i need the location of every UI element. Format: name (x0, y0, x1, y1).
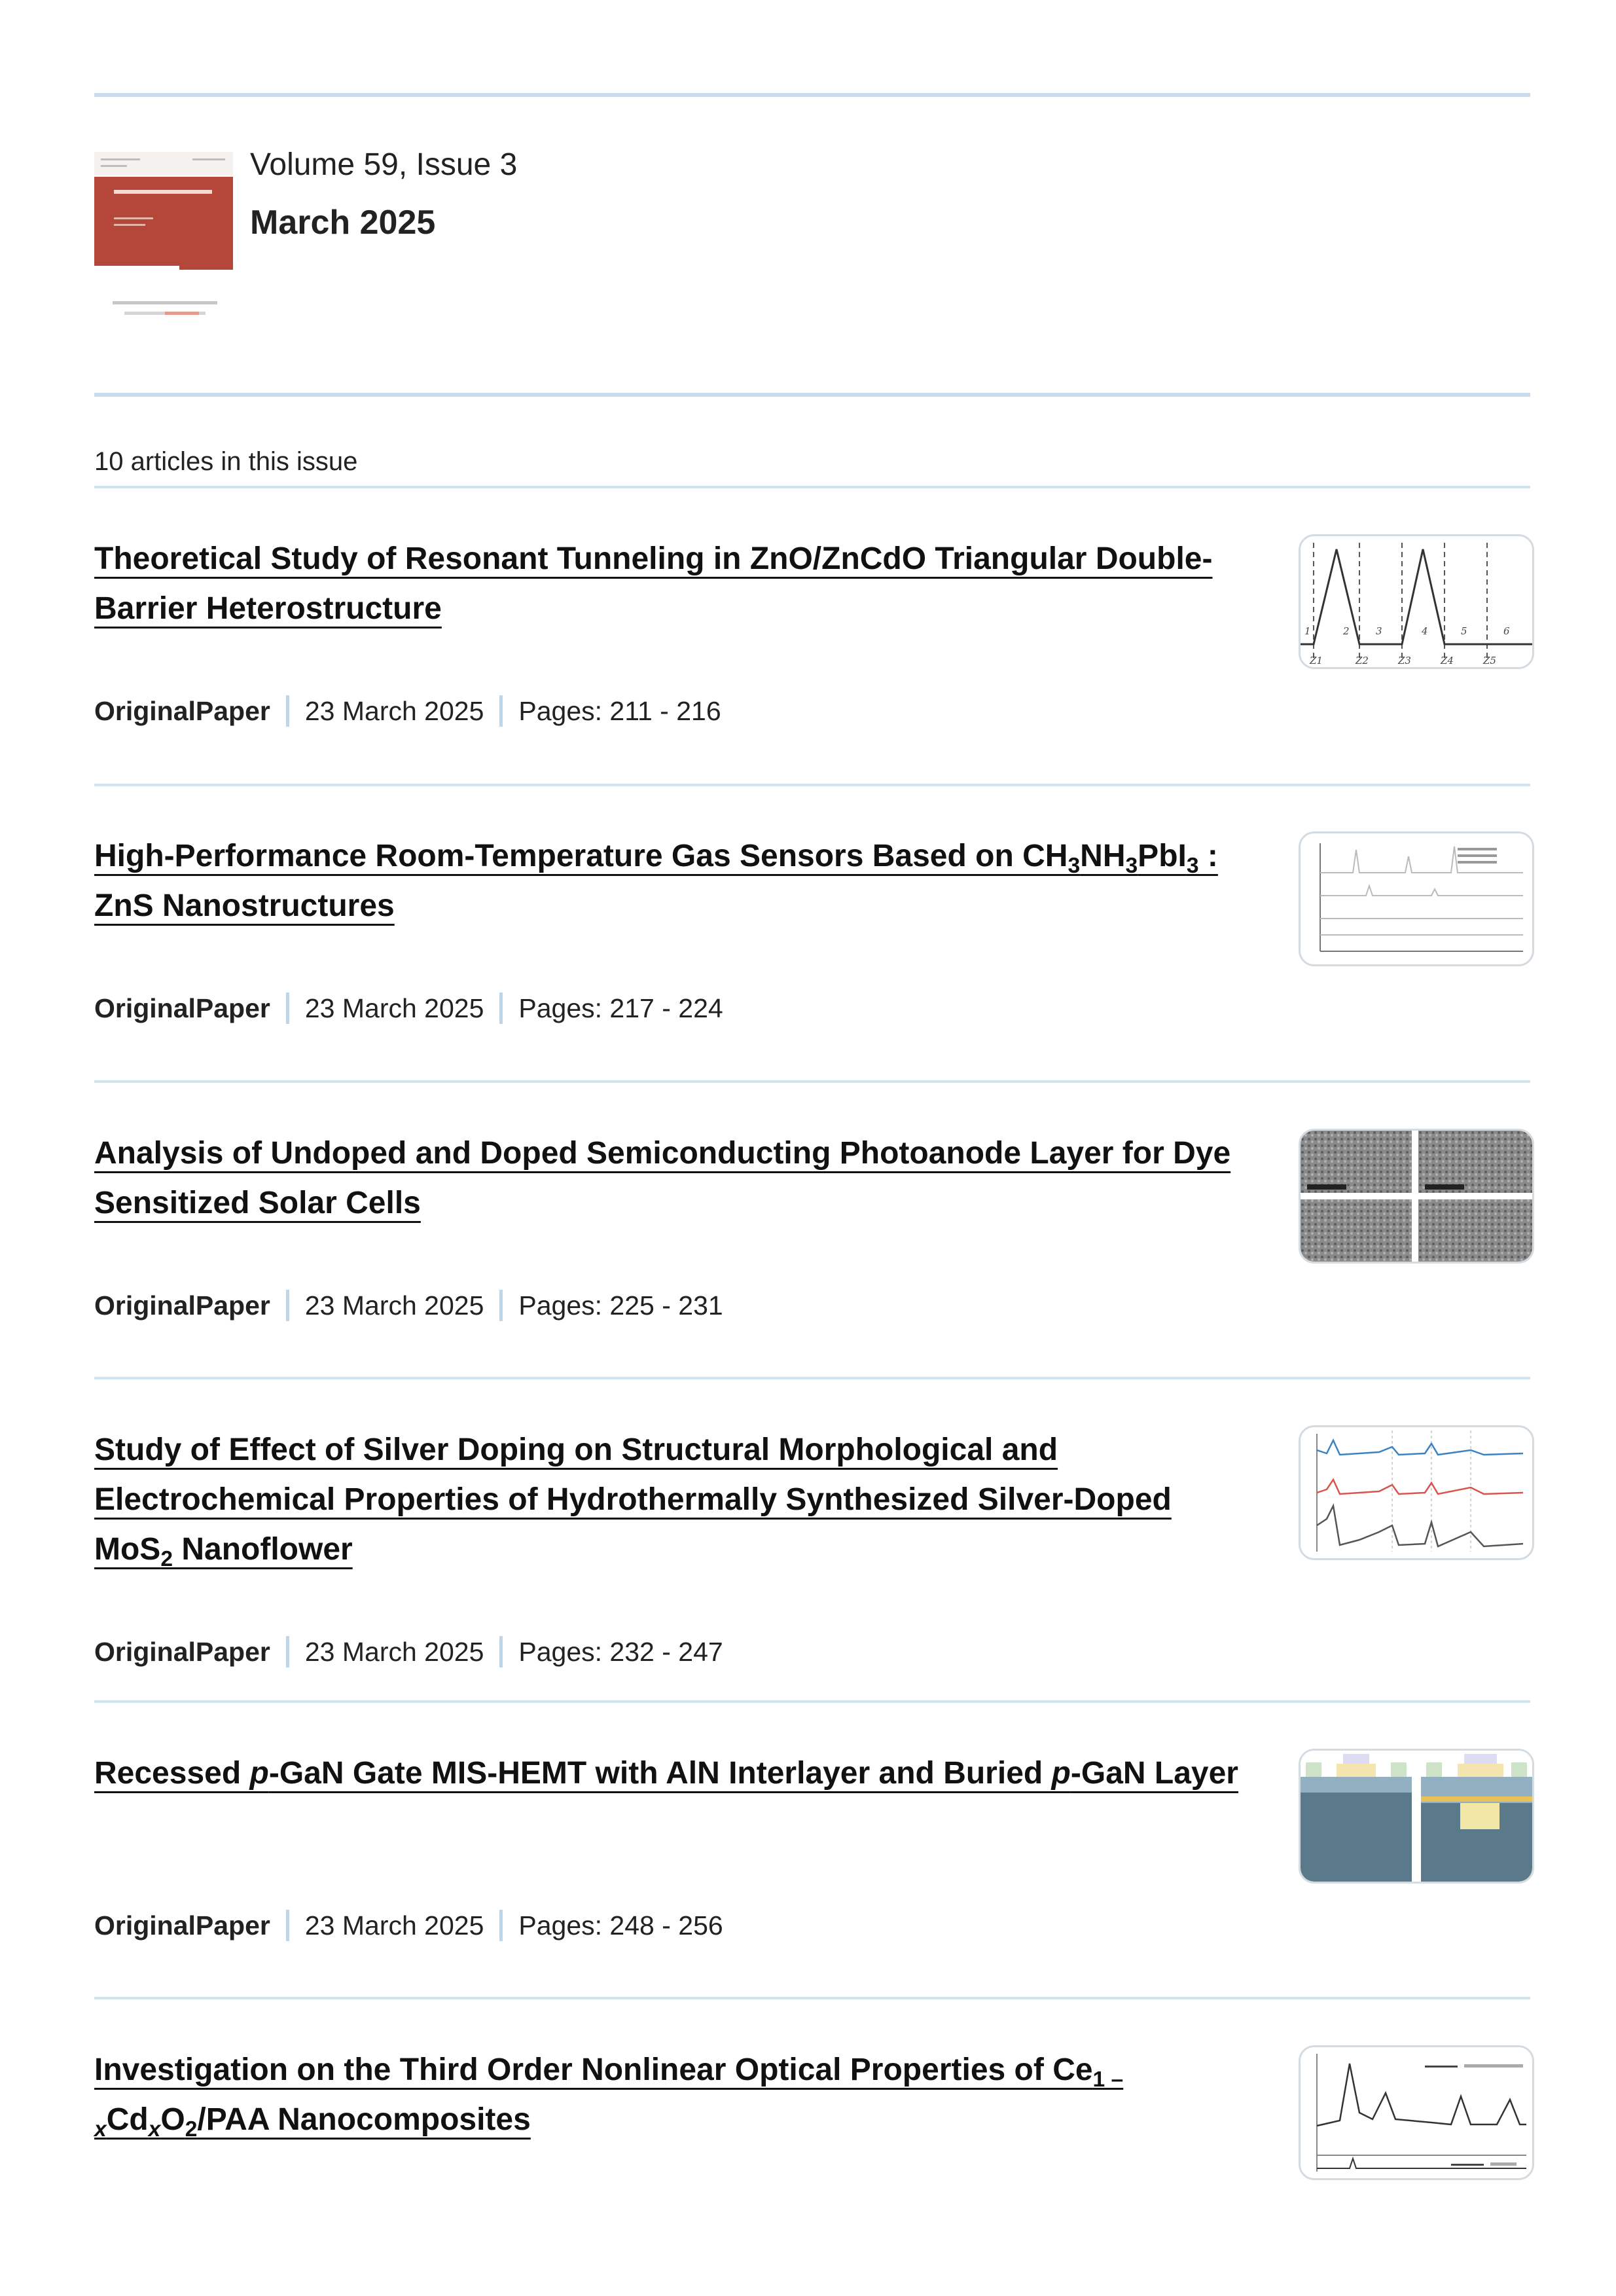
sem-micrograph-thumbnail[interactable] (1299, 1129, 1534, 1264)
article-divider (94, 1080, 1530, 1083)
svg-text:Z1: Z1 (1310, 655, 1323, 666)
xrd-pattern-thumbnail[interactable] (1299, 831, 1534, 966)
article-pages: Pages: 232 - 247 (518, 1636, 723, 1667)
article-item (94, 1425, 1530, 1713)
article-date: 23 March 2025 (304, 1636, 484, 1667)
article-type: OriginalPaper (94, 993, 270, 1023)
article-type: OriginalPaper (94, 1910, 270, 1941)
article-type: OriginalPaper (94, 1290, 270, 1321)
article-item (94, 831, 1530, 1067)
article-date: 23 March 2025 (304, 993, 484, 1023)
article-meta (94, 691, 721, 731)
svg-text:Z3: Z3 (1398, 655, 1411, 666)
article-title-link[interactable]: Investigation on the Third Order Nonlinear Optical Properties of $Ce_{1 -}$ $_xCd_xO_2$/PAA Nanocomposites (94, 2052, 1124, 2142)
article-title (94, 2045, 1246, 2145)
article-type: OriginalPaper (94, 695, 270, 726)
article-date: 23 March 2025 (304, 695, 484, 726)
article-divider (94, 1997, 1530, 1999)
article-title-link[interactable]: Theoretical Study of Resonant Tunneling in ZnO/ZnCdO Triangular Double-Barrier Heterostructure (94, 541, 1213, 626)
svg-text:Z5: Z5 (1483, 655, 1496, 666)
triangular-barrier-thumbnail[interactable] (1299, 534, 1534, 669)
article-pages: Pages: 217 - 224 (518, 993, 723, 1023)
article-date: 23 March 2025 (304, 1910, 484, 1941)
svg-text:2: 2 (1343, 625, 1350, 637)
svg-text:1: 1 (1304, 625, 1311, 637)
article-divider (94, 1377, 1530, 1379)
article-divider (94, 1700, 1530, 1703)
article-meta (94, 1906, 723, 1945)
xrd-comparison-thumbnail[interactable] (1299, 2045, 1534, 2180)
article-title (94, 534, 1246, 634)
article-meta (94, 1632, 723, 1671)
article-title-link[interactable]: Study of Effect of Silver Doping on Structural Morphological and Electrochemical Properties of Hydrothermally Synthesized Silver-Doped MoS$_2$ Nanoflower (94, 1432, 1172, 1572)
svg-text:4: 4 (1422, 625, 1428, 637)
svg-text:5: 5 (1461, 625, 1467, 637)
article-item (94, 534, 1530, 770)
svg-text:3: 3 (1376, 625, 1382, 637)
article-item (94, 1749, 1530, 1984)
svg-text:6: 6 (1503, 625, 1510, 637)
article-title-link[interactable]: Analysis of Undoped and Doped Semiconducting Photoanode Layer for Dye Sensitized Solar Cells (94, 1136, 1231, 1220)
article-count: 10 articles in this issue (94, 447, 358, 476)
article-item (94, 2045, 1530, 2281)
article-pages: Pages: 211 - 216 (518, 695, 721, 726)
article-title-link[interactable]: Recessed p-GaN Gate MIS-HEMT with AlN Interlayer and Buried p-GaN Layer (94, 1756, 1238, 1791)
article-title-link[interactable]: High-Performance Room-Temperature Gas Sensors Based on $CH_3NH_3PbI_3$ : ZnS Nanostructures (94, 839, 1218, 923)
header-divider (94, 393, 1530, 397)
article-item (94, 1129, 1530, 1364)
article-type: OriginalPaper (94, 1636, 270, 1667)
article-title (94, 1749, 1246, 1798)
article-pages: Pages: 225 - 231 (518, 1290, 723, 1321)
issue-volume: Volume 59, Issue 3 (250, 147, 518, 182)
article-title (94, 1425, 1246, 1575)
hemt-cross-section-thumbnail[interactable] (1299, 1749, 1534, 1884)
top-divider (94, 93, 1530, 97)
svg-text:Z4: Z4 (1441, 655, 1454, 666)
journal-cover-image[interactable] (94, 152, 233, 329)
multi-spectra-thumbnail[interactable] (1299, 1425, 1534, 1560)
article-date: 23 March 2025 (304, 1290, 484, 1321)
article-pages: Pages: 248 - 256 (518, 1910, 723, 1941)
article-title (94, 1129, 1246, 1228)
article-meta (94, 1286, 723, 1325)
issue-date: March 2025 (250, 204, 436, 242)
article-title (94, 831, 1246, 931)
svg-text:Z2: Z2 (1356, 655, 1369, 666)
count-divider (94, 486, 1530, 488)
article-divider (94, 784, 1530, 786)
article-meta (94, 989, 723, 1028)
